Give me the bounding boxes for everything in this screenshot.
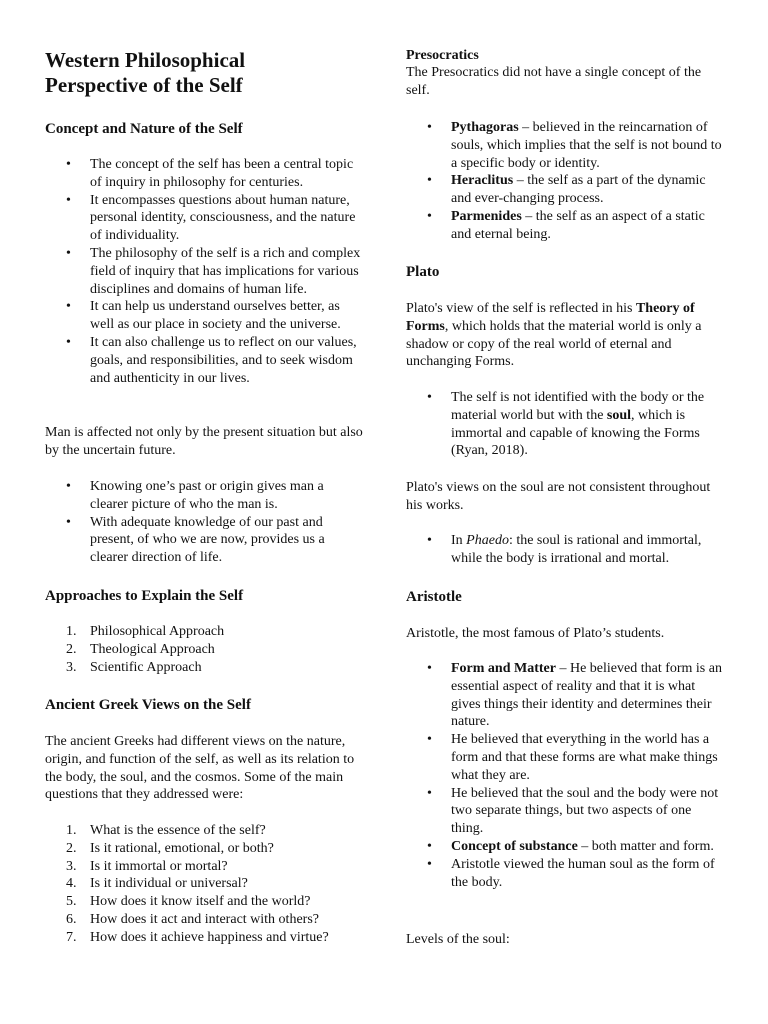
aristotle-bullet-list xyxy=(406,660,726,891)
presocratics-paragraph: The Presocratics did not have a single concept of the self. xyxy=(406,65,702,98)
list-item: 2. Is it rational, emotional, or both? xyxy=(66,840,274,856)
list-item: • Knowing one’s past or origin gives man a clearer picture of who the man is. xyxy=(45,478,365,514)
list-item: 2. Theological Approach xyxy=(66,641,215,657)
aristotle-heading: Aristotle xyxy=(406,589,462,605)
list-item: • The self is not identified with the body or the material world but with the soul, which is immortal and capable of knowing the Forms (Ryan, 2018). xyxy=(406,389,726,460)
concept-bullet-list xyxy=(45,156,365,387)
list-item: • Pythagoras – believed in the reincarnation of souls, which implies that the self is not bound to a specific body or identity. xyxy=(406,119,726,172)
list-item: • It can also challenge us to reflect on our values, goals, and responsibilities, and to seek wisdom and authenticity in our lives. xyxy=(45,334,365,387)
list-item: • Aristotle viewed the human soul as the form of the body. xyxy=(406,856,726,892)
list-item: • Form and Matter – He believed that form is an essential aspect of reality and that it is what gives things their identity and determines their nature. xyxy=(406,660,726,731)
list-item: • The concept of the self has been a central topic of inquiry in philosophy for centuries. xyxy=(45,156,365,192)
plato-heading: Plato xyxy=(406,264,440,280)
list-item: 6. How does it act and interact with others? xyxy=(66,911,319,927)
list-item: 5. How does it know itself and the world? xyxy=(66,894,311,910)
list-item: 3. Scientific Approach xyxy=(66,659,202,675)
title-line-1: Western Philosophical xyxy=(45,48,246,72)
list-item: • Heraclitus – the self as a part of the dynamic and ever-changing process. xyxy=(406,172,726,208)
list-item: 3. Is it immortal or mortal? xyxy=(66,858,228,874)
levels-paragraph: Levels of the soul: xyxy=(406,932,510,947)
plato-paragraph-2: Plato's views on the soul are not consistent throughout his works. xyxy=(406,480,711,513)
list-item: • With adequate knowledge of our past and present, of who we are now, provides us a clearer direction of life. xyxy=(45,514,365,567)
page-title xyxy=(45,48,245,98)
list-item: • The philosophy of the self is a rich and complex field of inquiry that has implications for various disciplines and domains of human life. xyxy=(45,245,365,298)
list-item: • Concept of substance – both matter and form. xyxy=(406,838,726,856)
approaches-heading: Approaches to Explain the Self xyxy=(45,588,244,604)
list-item: 7. How does it achieve happiness and virtue? xyxy=(66,929,329,945)
plato-bullet-list xyxy=(406,389,726,460)
approaches-list xyxy=(45,623,365,676)
questions-list xyxy=(45,822,365,947)
phaedo-bullet-list xyxy=(406,532,726,568)
list-item: • He believed that the soul and the body were not two separate things, but two aspects of one thing. xyxy=(406,785,726,838)
list-item: • Parmenides – the self as an aspect of a static and eternal being. xyxy=(406,208,726,244)
greek-heading: Ancient Greek Views on the Self xyxy=(45,697,251,713)
presocratics-bullet-list xyxy=(406,119,726,244)
title-line-2: Perspective of the Self xyxy=(45,73,243,97)
man-bullet-list xyxy=(45,478,365,567)
list-item: 4. Is it individual or universal? xyxy=(66,876,248,892)
list-item: • It can help us understand ourselves better, as well as our place in society and the universe. xyxy=(45,298,365,334)
presocratics-heading: Presocratics xyxy=(406,48,479,63)
list-item: • In Phaedo: the soul is rational and immortal, while the body is irrational and mortal. xyxy=(406,532,726,568)
man-paragraph: Man is affected not only by the present situation but also by the uncertain future. xyxy=(45,425,363,458)
list-item: 1. What is the essence of the self? xyxy=(66,823,266,838)
list-item: 1. Philosophical Approach xyxy=(66,624,225,639)
aristotle-paragraph: Aristotle, the most famous of Plato’s students. xyxy=(406,626,665,641)
list-item: • It encompasses questions about human nature, personal identity, consciousness, and the nature of individuality. xyxy=(45,192,365,245)
greek-paragraph: The ancient Greeks had different views on the nature, origin, and function of the self, as well as its relation to the body, the soul, and the cosmos. Some of the main questions that they addressed were: xyxy=(45,734,355,803)
list-item: • He believed that everything in the world has a form and that these forms are what make things what they are. xyxy=(406,731,726,784)
concept-heading: Concept and Nature of the Self xyxy=(45,121,243,137)
plato-paragraph: Plato's view of the self is reflected in his Theory of Forms, which holds that the material world is only a shadow or copy of the real world of eternal and unchanging Forms. xyxy=(406,301,702,370)
